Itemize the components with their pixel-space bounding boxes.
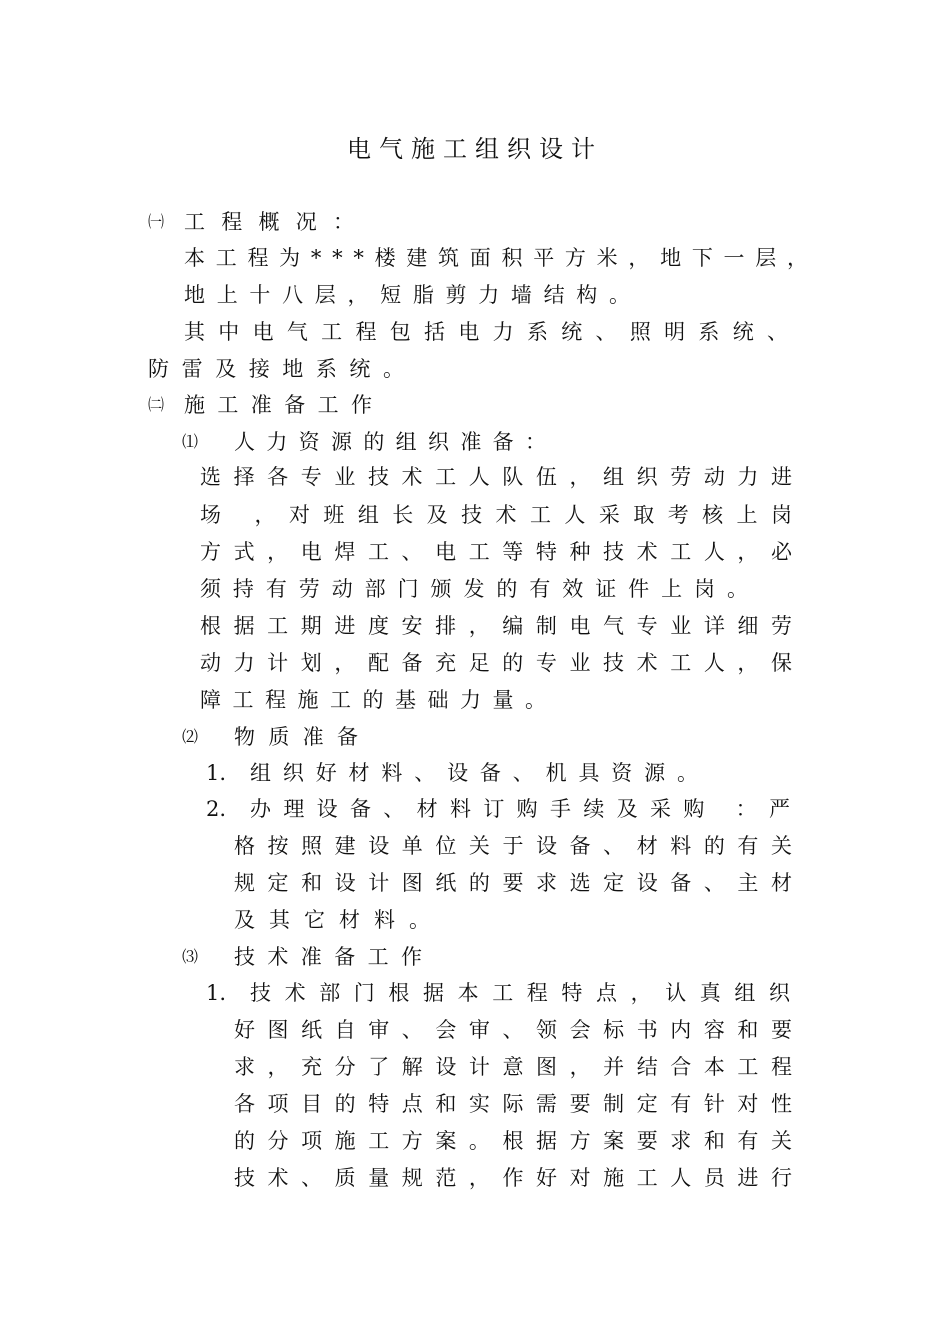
list-number: 2. (206, 797, 227, 821)
paragraph-line: 本工程为***楼建筑面积平方米，地下一层， (184, 246, 819, 270)
list-item-line: 的分项施工方案。根据方案要求和有关 (234, 1129, 805, 1153)
paragraph-line: 防雷及接地系统。 (148, 357, 417, 381)
paragraph-line: 场 ，对班组长及技术工人采取考核上岗 (200, 503, 806, 527)
paragraph-line: 方式，电焊工、电工等特种技术工人，必 (200, 540, 805, 564)
list-number: 1. (206, 761, 227, 785)
paragraph-line: 选择各专业技术工人队伍，组织劳动力进 (200, 465, 805, 489)
list-item-line: 及其它材料。 (234, 908, 444, 932)
section-marker: ㈡ (148, 395, 165, 414)
subsection-marker: ⑶ (182, 947, 199, 966)
section-heading: 工程概况： (184, 210, 371, 234)
list-item-line: 各项目的特点和实际需要制定有针对性 (234, 1092, 805, 1116)
document-title: 电气施工组织设计 (347, 135, 603, 163)
list-item-line: 求，充分了解设计意图，并结合本工程 (234, 1055, 805, 1079)
paragraph-line: 须持有劳动部门颁发的有效证件上岗。 (200, 577, 760, 601)
section-heading: 施工准备工作 (184, 393, 385, 417)
subsection-heading: 物质准备 (234, 725, 372, 749)
list-item-line: 技术、质量规范，作好对施工人员进行 (234, 1166, 805, 1190)
subsection-marker: ⑴ (182, 432, 199, 451)
paragraph-line: 动力计划，配备充足的专业技术工人，保 (200, 651, 805, 675)
paragraph-line: 其中电气工程包括电力系统、照明系统、 (184, 320, 802, 344)
list-item-line: 办理设备、材料订购手续及采购 ：严 (250, 797, 803, 821)
list-item-line: 技术部门根据本工程特点，认真组织 (250, 981, 804, 1005)
section-marker: ㈠ (148, 212, 165, 231)
list-item-line: 格按照建设单位关于设备、材料的有关 (234, 834, 805, 858)
list-item-line: 规定和设计图纸的要求选定设备、主材 (234, 871, 805, 895)
paragraph-line: 地上十八层，短脂剪力墙结构。 (184, 283, 642, 307)
paragraph-line: 障工程施工的基础力量。 (200, 688, 558, 712)
list-number: 1. (206, 981, 227, 1005)
subsection-heading: 技术准备工作 (234, 945, 435, 969)
paragraph-line: 根据工期进度安排，编制电气专业详细劳 (200, 614, 805, 638)
list-item-line: 组织好材料、设备、机具资源。 (250, 761, 710, 785)
list-item-line: 好图纸自审、会审、领会标书内容和要 (234, 1018, 805, 1042)
subsection-marker: ⑵ (182, 727, 199, 746)
subsection-heading: 人力资源的组织准备： (234, 430, 558, 454)
